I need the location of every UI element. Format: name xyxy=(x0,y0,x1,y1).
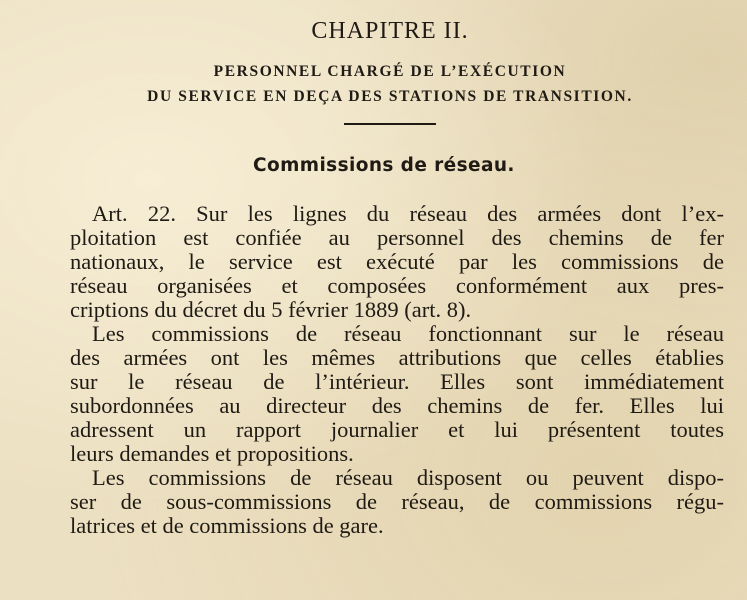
chapter-title: CHAPITRE II. xyxy=(311,18,469,44)
section-title: Commissions de réseau. xyxy=(253,155,515,176)
text-line: ser de sous-commissions de réseau, de commissions régu- xyxy=(70,489,724,514)
chapter-subtitle-line-2: DU SERVICE EN DEÇA DES STATIONS DE TRANSITION. xyxy=(147,88,633,105)
text-line: ploitation est confiée au personnel des chemins de fer xyxy=(70,225,724,250)
text-line: latrices et de commissions de gare. xyxy=(70,513,384,538)
text-line: leurs demandes et propositions. xyxy=(70,441,354,466)
text-line: criptions du décret du 5 février 1889 (art. 8). xyxy=(70,297,472,322)
text-line: des armées ont les mêmes attributions que celles établies xyxy=(70,345,724,370)
text-line: Les commissions de réseau fonctionnant sur le réseau xyxy=(92,321,724,346)
text-line: Les commissions de réseau disposent ou peuvent dispo- xyxy=(92,465,724,490)
text-line: réseau organisées et composées conformément aux pres- xyxy=(70,273,724,298)
text-line: sur le réseau de l’intérieur. Elles sont immédiatement xyxy=(70,369,724,394)
text-line: adressent un rapport journalier et lui présentent toutes xyxy=(70,417,724,442)
text-line: nationaux, le service est exécuté par les commissions de xyxy=(70,249,724,274)
section-divider xyxy=(344,123,436,125)
text-line: Art. 22. Sur les lignes du réseau des armées dont l’ex- xyxy=(92,201,724,226)
text-line: subordonnées au directeur des chemins de fer. Elles lui xyxy=(70,393,724,418)
chapter-subtitle-line-1: PERSONNEL CHARGÉ DE L’EXÉCUTION xyxy=(213,63,567,80)
